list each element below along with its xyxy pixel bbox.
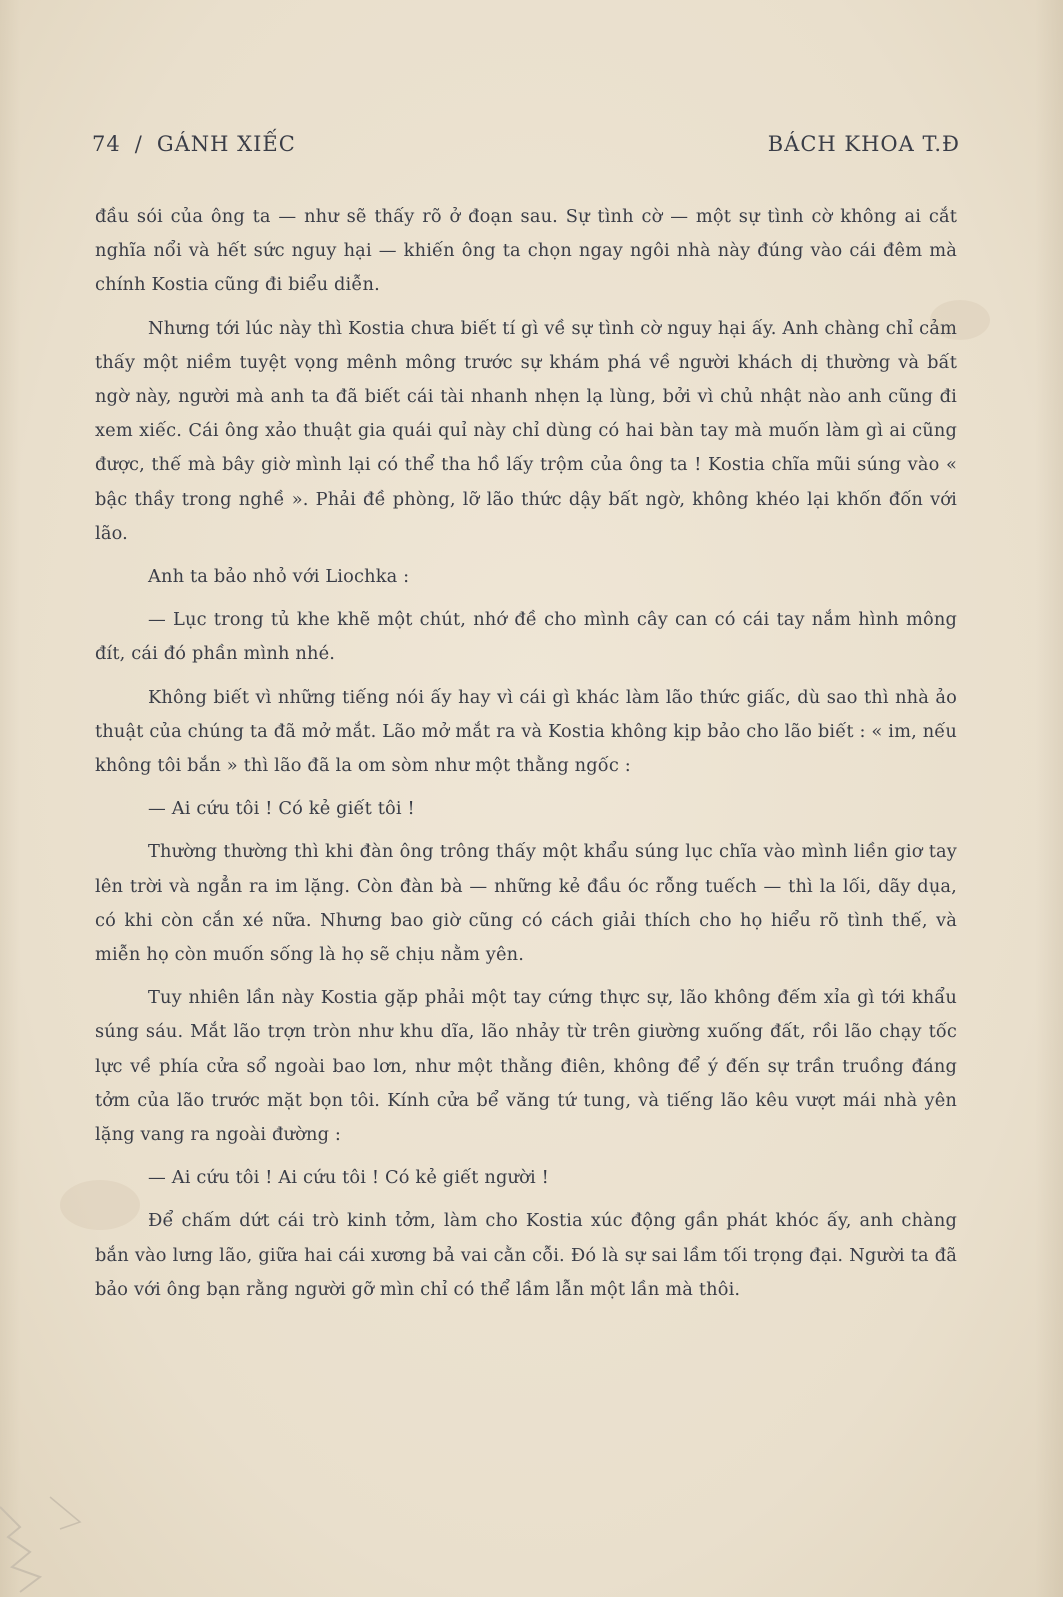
paragraph: Nhưng tới lúc này thì Kostia chưa biết tí gì về sự tình cờ nguy hại ấy. Anh chàng chỉ cảm thấy một niềm tuyệt vọng mênh mông trước sự khám phá về người khách dị thường và bất ngờ này, người mà anh ta đã biết cái tài nhanh nhẹn lạ lùng, bởi vì chủ nhật nào anh cũng đi xem xiếc. Cái ông xảo thuật gia quái quỉ này chỉ dùng có hai bàn tay mà muốn làm gì ai cũng được, thế mà bây giờ mình lại có thể tha hồ lấy trộm của ông ta ! Kostia chĩa mũi súng vào « bậc thầy trong nghề ». Phải đề phòng, lỡ lão thức dậy bất ngờ, không khéo lại khốn đốn với lão. xyxy=(95,317,957,544)
page-edge-shadow-right xyxy=(1035,0,1063,1597)
paragraph: Anh ta bảo nhỏ với Liochka : xyxy=(148,566,410,588)
header-separator: / xyxy=(134,132,143,156)
paragraph: Để chấm dứt cái trò kinh tởm, làm cho Kostia xúc động gần phát khóc ấy, anh chàng bắn vào lưng lão, giữa hai cái xương bả vai cằn cỗi. Đó là sự sai lầm tối trọng đại. Người ta đã bảo với ông bạn rằng người gỡ mìn chỉ có thể lầm lẫn một lần mà thôi. xyxy=(95,1210,957,1300)
paragraph: đầu sói của ông ta — như sẽ thấy rõ ở đoạn sau. Sự tình cờ — một sự tình cờ không ai cắt nghĩa nổi và hết sức nguy hại — khiến ông ta chọn ngay ngôi nhà này đúng vào cái đêm mà chính Kostia cũng đi biểu diễn. xyxy=(95,206,957,296)
running-header xyxy=(92,132,960,164)
dialogue-line: — Ai cứu tôi ! Ai cứu tôi ! Có kẻ giết người ! xyxy=(148,1167,549,1189)
page-edge-shadow-left xyxy=(0,0,20,1597)
body-text xyxy=(95,200,957,1316)
paragraph: Không biết vì những tiếng nói ấy hay vì cái gì khác làm lão thức giấc, dù sao thì nhà ảo thuật của chúng ta đã mở mắt. Lão mở mắt ra và Kostia không kịp bảo cho lão biết : « im, nếu không tôi bắn » thì lão đã la om sòm như một thằng ngốc : xyxy=(95,686,957,777)
book-title: GÁNH XIẾC xyxy=(156,132,296,156)
torn-corner-mark xyxy=(0,1467,210,1597)
page-number: 74 xyxy=(92,132,121,156)
paragraph: Tuy nhiên lần này Kostia gặp phải một tay cứng thực sự, lão không đếm xỉa gì tới khẩu súng sáu. Mắt lão trợn tròn như khu dĩa, lão nhảy từ trên giường xuống đất, rồi lão chạy tốc lực về phía cửa sổ ngoài bao lơn, như một thằng điên, không để ý đến sự trần truồng đáng tởm của lão trước mặt bọn tôi. Kính cửa bể văng tứ tung, và tiếng lão kêu vượt mái nhà yên lặng vang ra ngoài đường : xyxy=(95,987,957,1146)
dialogue-line: — Ai cứu tôi ! Có kẻ giết tôi ! xyxy=(148,798,415,820)
paragraph: Thường thường thì khi đàn ông trông thấy một khẩu súng lục chĩa vào mình liền giơ tay lên trời và ngẳn ra im lặng. Còn đàn bà — những kẻ đầu óc rỗng tuếch — thì la lối, dãy dụa, có khi còn cắn xé nữa. Nhưng bao giờ cũng có cách giải thích cho họ hiểu rõ tình thế, và miễn họ còn muốn sống là họ sẽ chịu nằm yên. xyxy=(95,841,957,966)
publisher-name: BÁCH KHOA T.Đ xyxy=(767,132,960,156)
header-left xyxy=(92,132,296,156)
dialogue-line: — Lục trong tủ khe khẽ một chút, nhớ đề cho mình cây can có cái tay nắm hình mông đít, cái đó phần mình nhé. xyxy=(95,609,957,665)
